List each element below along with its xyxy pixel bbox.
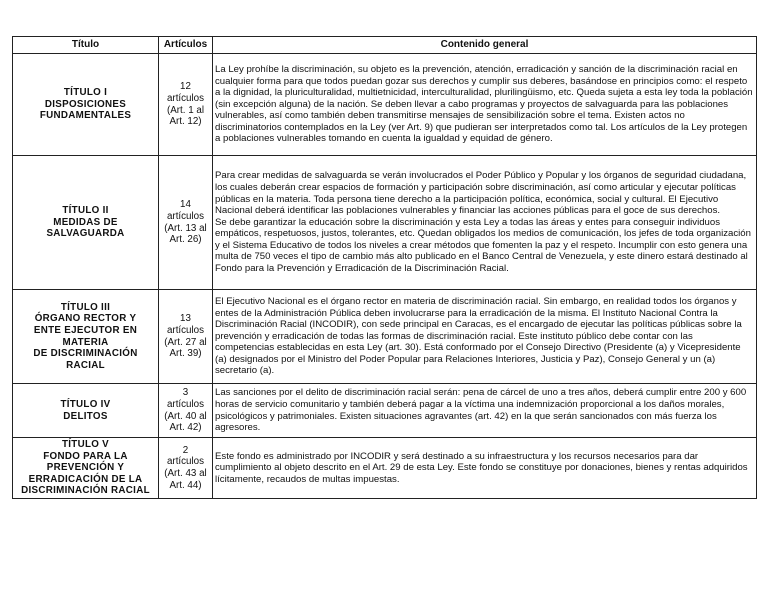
title-line: TÍTULO II bbox=[62, 205, 109, 217]
table-row bbox=[13, 290, 757, 384]
content-paragraph: La Ley prohíbe la discriminación, su objeto es la prevención, atención, erradicación y sanción de la discriminación racial en cualquier forma para que todos puedan gozar sus derechos y cumplir sus deberes, basándose en principios como: el respeto a la dignidad, la pluriculturalidad, multietnicidad, interculturalidad, plurilingüismo, etc. Queda sujeta a esta ley toda la población (sin excepción alguna) de la nación. Se deben llevar a cabo programas y proyectos de salvaguarda para las poblaciones vulnerables, así como también deben transmitirse mensajes de sensibilización sobre el tema. Existen actos no discriminatorios contemplados en la Ley (ver Art. 9) que pudieran ser interpretados como tal. Los artículos de la Ley protegen a poblaciones vulnerables tomando en cuenta la igualdad y equidad de género. bbox=[215, 63, 753, 145]
articles-line: artículos bbox=[166, 456, 205, 468]
articles-line: Art. 42) bbox=[169, 422, 202, 434]
column-header-content: Contenido general bbox=[213, 37, 757, 54]
title-line: FUNDAMENTALES bbox=[39, 110, 132, 122]
content-paragraph: Para crear medidas de salvaguarda se verán involucrados el Poder Público y Popular y los órganos de seguridad ciudadana, los cuales deberán crear espacios de formación y participación sobre discriminación, así como articular y ejecutar políticas públicas en la materia. Toda persona tiene derecho a la participación política, económica, social y cultural. El Ejecutivo Nacional deberá identificar las poblaciones vulnerables y financiar las acciones públicas para el goce de sus derechos. bbox=[215, 170, 747, 217]
row-title-cell bbox=[13, 54, 159, 156]
table-row bbox=[13, 156, 757, 290]
articles-line: artículos bbox=[166, 210, 205, 222]
title-line: ERRADICACIÓN DE LA bbox=[28, 473, 143, 485]
articles-line: Art. 26) bbox=[169, 234, 202, 246]
row-content-cell bbox=[213, 438, 757, 499]
title-line: MEDIDAS DE bbox=[53, 216, 118, 228]
articles-line: artículos bbox=[166, 398, 205, 410]
articles-line: (Art. 40 al bbox=[164, 410, 207, 422]
content-paragraph: El Ejecutivo Nacional es el órgano rector en materia de discriminación racial. Sin embargo, en realidad todos los órganos y entes de la Administración Pública deben involucrarse para la erradicación de la misma. El Instituto Nacional Contra la Discriminación Racial (INCODIR), con sede principal en Caracas, es el encargado de ejecutar las políticas públicas sobre la prevención y erradicación de todas las formas de discriminación racial. Este instituto público debe contar con las competencias establecidas en esta Ley (art. 30). Está conformado por el Consejo Directivo (Presidente (a) y Vicepresidente (a) designados por el Ministro del Poder Popular para Relaciones Interiores, Justicia y Paz), Consejo General y un (a) secretario (a). bbox=[215, 295, 742, 377]
row-articles-cell bbox=[159, 438, 213, 499]
row-articles-cell bbox=[159, 384, 213, 438]
content-paragraph: Este fondo es administrado por INCODIR y será destinado a su infraestructura y los recursos necesarios para dar cumplimiento al objeto descrito en el Art. 29 de esta Ley. Este fondo se constituye por donaciones, bienes y rentas adquiridos lícitamente, recaudos de multas impuestas. bbox=[215, 450, 748, 485]
title-line: SALVAGUARDA bbox=[46, 228, 125, 240]
content-paragraph: Las sanciones por el delito de discriminación racial serán: pena de cárcel de uno a tres años, deberá cumplir entre 200 y 600 horas de servicio comunitario y también deberá pagar a la víctima una indemnización proporcional a los daños morales, psicológicos y patrimoniales. Existen situaciones agravantes (art. 42) en la que serán sancionados con más fuerza los agresores. bbox=[215, 387, 747, 434]
articles-line: (Art. 43 al bbox=[164, 467, 207, 479]
title-line: PREVENCIÓN Y bbox=[46, 462, 125, 474]
row-title-cell bbox=[13, 438, 159, 499]
content-paragraph: Se debe garantizar la educación sobre la discriminación y esta Ley a todas las áreas y entes para conseguir individuos empáticos, respetuosos, justos, tolerantes, etc. Quedan obligados los medios de comunicación, los jefes de toda organización y el Sistema Educativo de todos los niveles a crear métodos que fomenten la paz y el respeto. Incumplir con esto genera una multa de 750 veces el tipo de cambio más alto publicado en el Banco Central de Venezuela, y este dinero estará destinado al Fondo para la Prevención y Erradicación de la Discriminación Racial. bbox=[215, 216, 751, 275]
articles-line: 13 bbox=[180, 313, 191, 325]
title-line: MATERIA bbox=[62, 336, 109, 348]
row-content-cell bbox=[213, 54, 757, 156]
articles-line: (Art. 13 al bbox=[164, 222, 207, 234]
title-line: ENTE EJECUTOR EN bbox=[33, 324, 138, 336]
row-title-cell bbox=[13, 156, 159, 290]
table-header-row bbox=[13, 37, 757, 54]
title-line: ÓRGANO RECTOR Y bbox=[34, 313, 137, 325]
articles-line: Art. 44) bbox=[169, 479, 202, 491]
articles-line: (Art. 1 al bbox=[166, 104, 205, 116]
row-articles-cell bbox=[159, 156, 213, 290]
articles-line: (Art. 27 al bbox=[164, 336, 207, 348]
row-content-cell bbox=[213, 384, 757, 438]
articles-line: 2 bbox=[182, 444, 189, 456]
title-line: DELITOS bbox=[63, 410, 108, 422]
title-line: DE DISCRIMINACIÓN bbox=[33, 348, 138, 360]
column-header-title: Título bbox=[13, 37, 159, 54]
title-line: TÍTULO III bbox=[60, 301, 111, 313]
articles-line: Art. 12) bbox=[169, 116, 202, 128]
table-row bbox=[13, 384, 757, 438]
articles-line: artículos bbox=[166, 324, 205, 336]
title-line: RACIAL bbox=[66, 359, 105, 371]
law-summary-table bbox=[12, 36, 757, 499]
title-line: DISPOSICIONES bbox=[44, 98, 127, 110]
table-row bbox=[13, 54, 757, 156]
articles-line: 12 bbox=[180, 81, 191, 93]
table-row bbox=[13, 438, 757, 499]
articles-line: Art. 39) bbox=[169, 348, 202, 360]
title-line: TÍTULO IV bbox=[60, 398, 111, 410]
row-title-cell bbox=[13, 290, 159, 384]
articles-line: artículos bbox=[166, 92, 205, 104]
title-line: DISCRIMINACIÓN RACIAL bbox=[21, 485, 150, 497]
title-line: TÍTULO V bbox=[61, 439, 110, 450]
title-line: FONDO PARA LA bbox=[43, 450, 128, 462]
row-articles-cell bbox=[159, 54, 213, 156]
title-line: TÍTULO I bbox=[63, 87, 108, 99]
row-content-cell bbox=[213, 290, 757, 384]
row-content-cell bbox=[213, 156, 757, 290]
table-body bbox=[13, 54, 757, 499]
articles-line: 14 bbox=[180, 199, 191, 211]
row-articles-cell bbox=[159, 290, 213, 384]
articles-line: 3 bbox=[182, 387, 189, 399]
column-header-articles: Artículos bbox=[159, 37, 213, 54]
row-title-cell bbox=[13, 384, 159, 438]
